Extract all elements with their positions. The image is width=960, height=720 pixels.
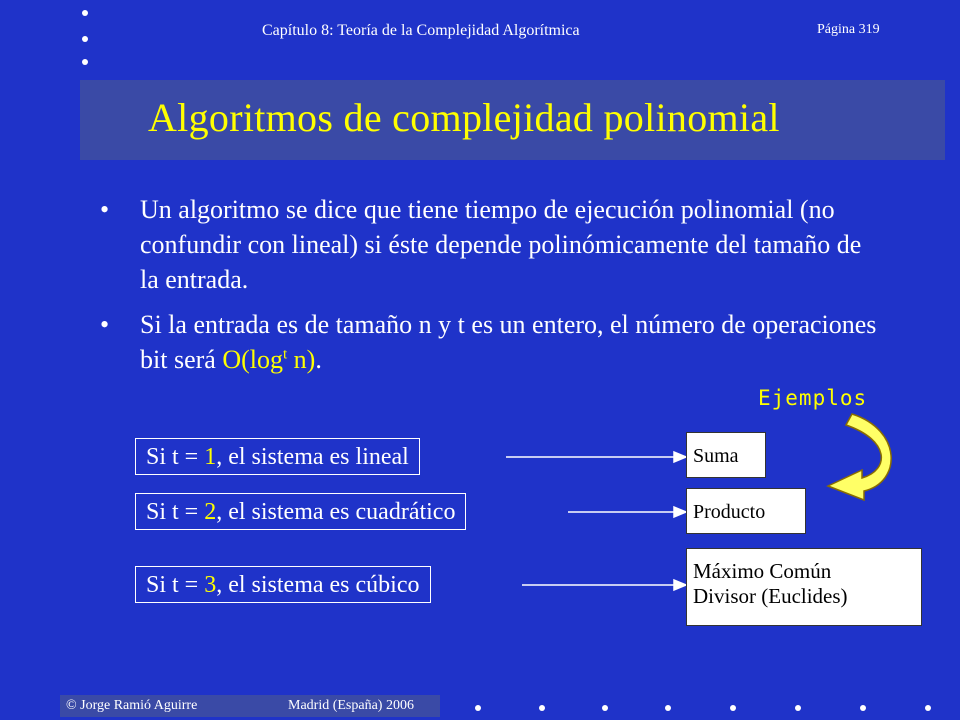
example-text: Suma <box>693 445 739 467</box>
bullet-mark: • <box>100 310 110 339</box>
formula-part: O(log <box>222 345 283 374</box>
example-text: Máximo Común <box>693 559 832 583</box>
case-value: 2 <box>204 499 217 525</box>
footer-copyright: © Jorge Ramió Aguirre <box>66 698 198 713</box>
case-suffix: , el sistema es cúbico <box>216 572 420 598</box>
bullet-mark: • <box>100 195 110 224</box>
formula-exponent: t <box>282 346 288 363</box>
examples-label: Ejemplos <box>758 386 868 410</box>
case-prefix: Si t = <box>146 572 205 598</box>
footer-place: Madrid (España) 2006 <box>288 698 414 713</box>
formula-part: n) <box>287 345 316 374</box>
arrowhead <box>674 452 686 462</box>
case-value: 1 <box>204 444 217 470</box>
case-suffix: , el sistema es lineal <box>216 444 409 470</box>
case-value: 3 <box>204 572 217 598</box>
bullet-text-end: . <box>315 345 322 374</box>
case-t1-box <box>135 438 420 475</box>
case-t2-box <box>135 493 466 530</box>
example-text: Divisor (Euclides) <box>693 584 848 608</box>
case-prefix: Si t = <box>146 499 205 525</box>
chapter-header: Capítulo 8: Teoría de la Complejidad Algorítmica <box>262 22 580 39</box>
case-suffix: , el sistema es cuadrático <box>216 499 456 525</box>
curved-arrow-icon <box>828 414 891 500</box>
bullet-text: Un algoritmo se dice que tiene tiempo de ejecución polinomial (no confundir con lineal) si éste depende polinómicamente del tamaño de la entrada. <box>140 195 862 294</box>
bullet-text: Si la entrada es de tamaño n y t es un entero, el número de operaciones bit será <box>140 310 877 374</box>
footer-band <box>60 695 440 717</box>
arrowhead <box>674 507 686 517</box>
case-prefix: Si t = <box>146 444 205 470</box>
example-producto <box>686 488 806 534</box>
example-mcd <box>686 548 922 626</box>
case-t3-box <box>135 566 431 603</box>
slide-title: Algoritmos de complejidad polinomial <box>148 95 780 140</box>
arrowhead <box>674 580 686 590</box>
example-suma <box>686 432 766 478</box>
page-number: Página 319 <box>817 22 880 37</box>
example-text: Producto <box>693 501 766 523</box>
